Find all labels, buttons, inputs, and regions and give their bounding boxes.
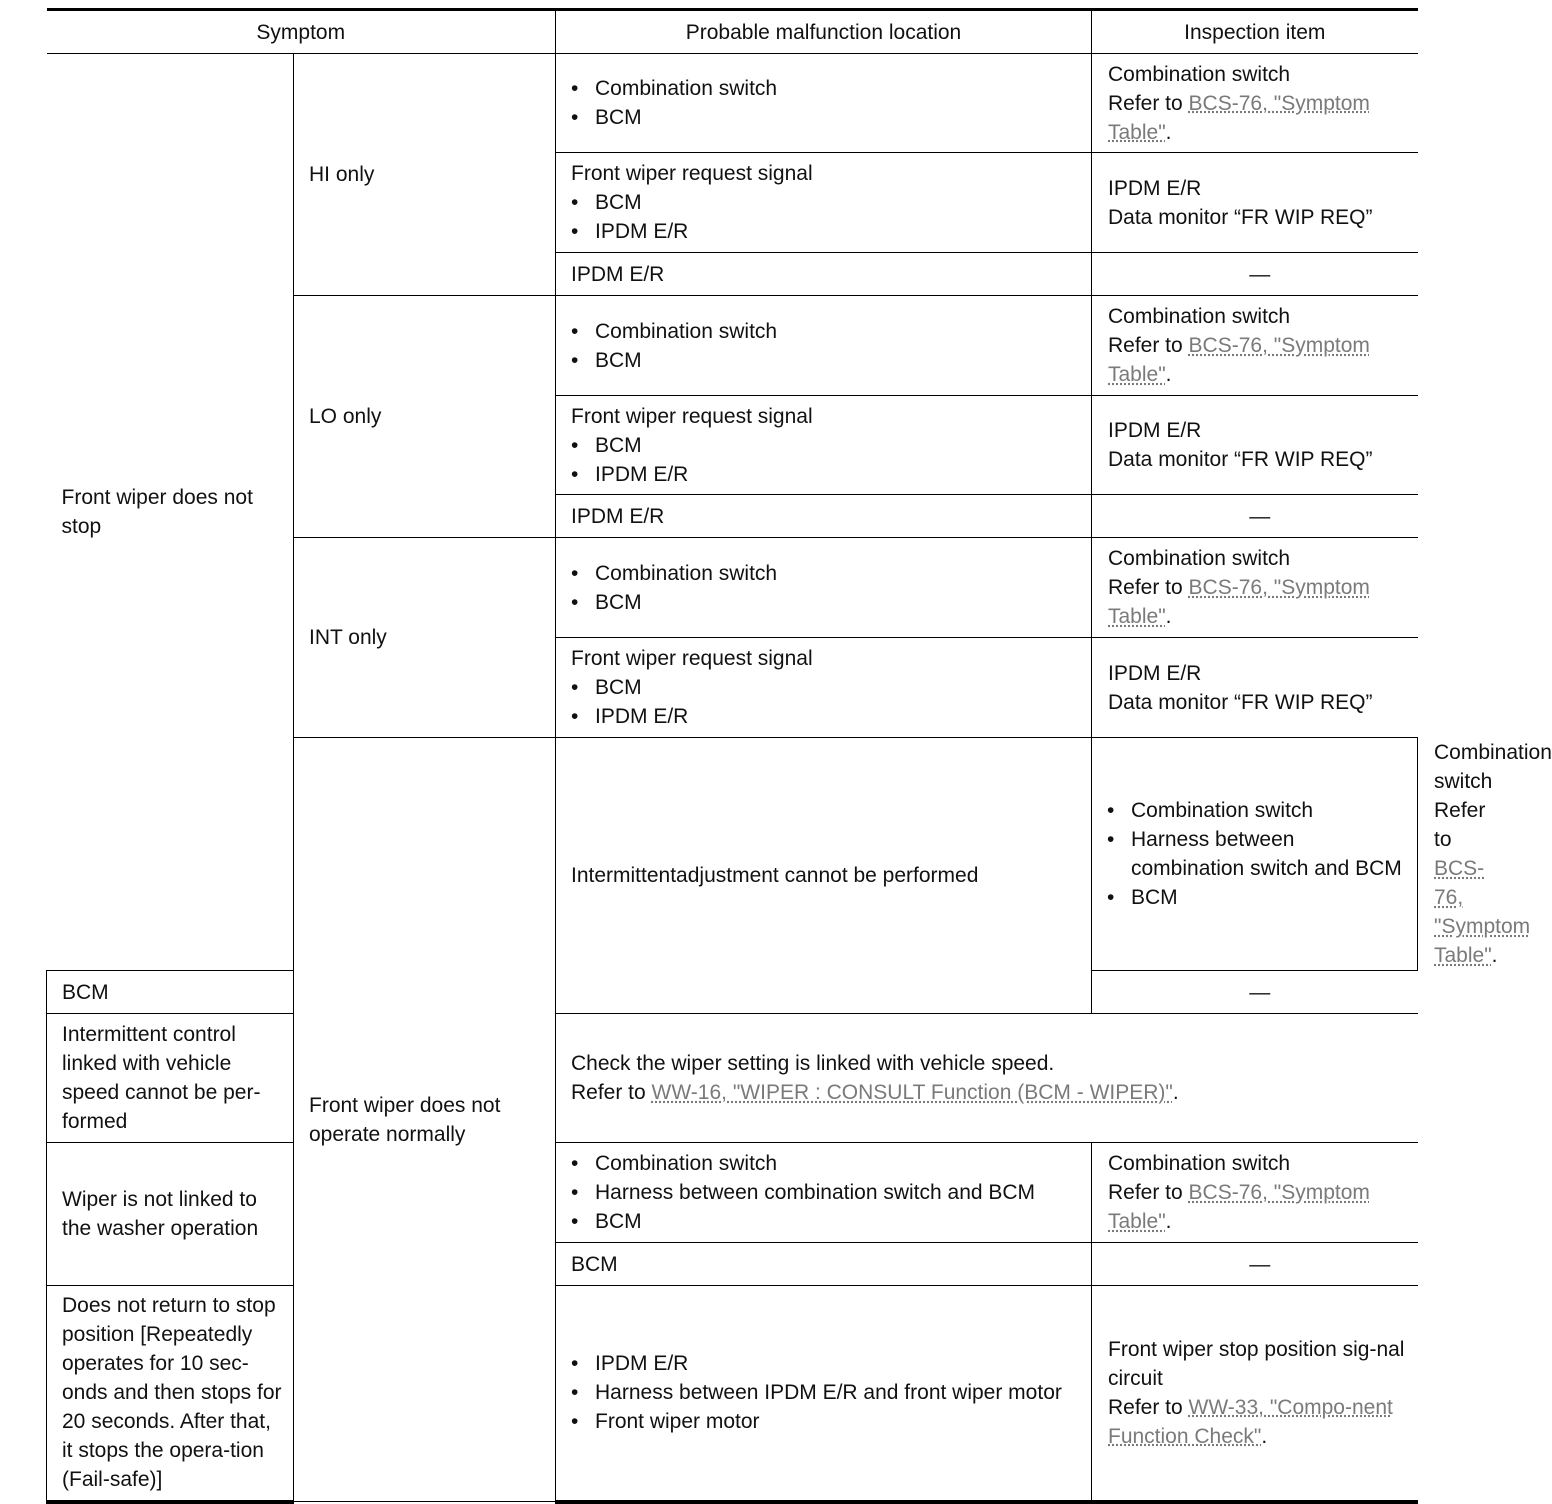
header-location: Probable malfunction location	[556, 10, 1092, 54]
reference-text	[1108, 1393, 1412, 1451]
list-item: • BCM	[571, 431, 1085, 460]
refer-to-label: Refer to	[1108, 1181, 1189, 1204]
header-inspection: Inspection item	[1092, 10, 1418, 54]
refer-to-label: Refer to	[1108, 334, 1189, 357]
reference-link[interactable]: BCS-76, "Symptom Table"	[1434, 857, 1531, 967]
list-item: • Combination switch	[571, 317, 1085, 346]
merged-note-cell	[556, 1014, 1418, 1143]
refer-to-label: Refer to	[1108, 91, 1189, 115]
period: .	[1491, 944, 1498, 967]
symptom-table	[46, 8, 1552, 1504]
inspection-title: Front wiper stop position sig-nal circuit	[1108, 1337, 1405, 1390]
list-item: • Harness between combination switch and BCM	[1107, 825, 1411, 883]
period: .	[1165, 605, 1172, 628]
reference-text	[1108, 89, 1412, 147]
inspection-title: Combination switch	[1108, 1152, 1291, 1175]
reference-text	[1108, 331, 1412, 389]
inspection-cell	[1092, 296, 1418, 396]
list-item: • BCM	[571, 188, 1085, 217]
reference-link[interactable]: BCS-76, "Symptom Table"	[1108, 1181, 1370, 1233]
data-monitor-text: Data monitor “FR WIP REQ”	[1108, 205, 1373, 229]
list-item: • Front wiper motor	[571, 1407, 1085, 1436]
reference-text	[571, 1078, 1412, 1107]
inspection-cell	[1092, 1143, 1418, 1243]
location-cell	[556, 296, 1092, 396]
dash-cell: —	[1092, 253, 1418, 296]
list-item: • IPDM E/R	[571, 217, 1085, 246]
list-item: • Combination switch	[571, 559, 1085, 588]
table-row	[47, 54, 1418, 153]
list-item: • BCM	[571, 103, 1085, 132]
location-cell: IPDM E/R	[556, 253, 1092, 296]
sub-symptom-cell: INT only	[294, 538, 556, 738]
inspection-cell	[1092, 538, 1418, 638]
list-item: • Combination switch	[571, 1149, 1085, 1178]
list-item: • IPDM E/R	[571, 702, 1085, 731]
location-cell	[556, 396, 1092, 495]
header-symptom: Symptom	[47, 10, 556, 54]
signal-label: Front wiper request signal	[571, 647, 813, 670]
reference-link[interactable]: WW-16, "WIPER : CONSULT Function (BCM - WIPER)"	[651, 1081, 1173, 1104]
reference-link[interactable]: BCS-76, "Symptom Table"	[1108, 334, 1370, 386]
inspection-cell	[1092, 396, 1418, 495]
inspection-cell	[1092, 638, 1418, 738]
inspection-cell	[1092, 54, 1418, 153]
table-row	[47, 1014, 1418, 1143]
inspection-cell	[1092, 153, 1418, 253]
inspection-title: Combination switch	[1108, 62, 1291, 86]
refer-to-label: Refer to	[571, 1081, 652, 1104]
sub-symptom-cell: Wiper is not linked to the washer operation	[47, 1143, 294, 1286]
dash-cell: —	[1092, 1243, 1418, 1286]
dash-cell: —	[1092, 495, 1418, 538]
symptom-group-cell: Front wiper does not operate normally	[294, 738, 556, 1502]
list-item: • Combination switch	[1107, 796, 1411, 825]
location-cell	[556, 1143, 1092, 1243]
sub-symptom-cell: Does not return to stop position [Repeatedly operates for 10 sec-onds and then stops for 20 seconds. After that, it stops the opera-tion (Fail-safe)]	[47, 1286, 294, 1502]
note-text: Check the wiper setting is linked with vehicle speed.	[571, 1052, 1055, 1075]
list-item: • BCM	[571, 346, 1085, 375]
list-item: • BCM	[1107, 883, 1411, 912]
list-item: • Harness between IPDM E/R and front wiper motor	[571, 1378, 1085, 1407]
inspection-title: IPDM E/R	[1108, 419, 1202, 442]
list-item: • Combination switch	[571, 74, 1085, 103]
location-cell: IPDM E/R	[556, 495, 1092, 538]
inspection-title: IPDM E/R	[1108, 661, 1202, 685]
dash-cell: —	[1092, 971, 1418, 1014]
signal-label: Front wiper request signal	[571, 162, 813, 185]
refer-to-label: Refer to	[1108, 576, 1189, 599]
period: .	[1172, 1081, 1179, 1104]
inspection-title: Combination switch	[1108, 305, 1291, 328]
location-cell: BCM	[47, 971, 294, 1014]
list-item: • IPDM E/R	[571, 1349, 1085, 1378]
inspection-cell	[1092, 1286, 1418, 1502]
table-row: Front wiper does not operate normally Intermittentadjustment cannot be performed • Combination switch • Harness between combination switch and BCM • BCM Combination switch Refer to BCS-76, "Symptom Table".	[47, 738, 1418, 971]
list-item: • BCM	[571, 588, 1085, 617]
reference-link[interactable]: BCS-76, "Symptom Table"	[1108, 576, 1370, 628]
period: .	[1261, 1424, 1268, 1448]
reference-link[interactable]: BCS-76, "Symptom Table"	[1108, 91, 1370, 144]
table-row	[47, 1143, 1418, 1243]
sub-symptom-cell: Intermittentadjustment cannot be performed	[556, 738, 1092, 1014]
sub-symptom-cell: LO only	[294, 296, 556, 538]
sub-symptom-cell: HI only	[294, 54, 556, 296]
data-monitor-text: Data monitor “FR WIP REQ”	[1108, 448, 1373, 471]
symptom-group-cell: Front wiper does not stop	[47, 54, 294, 971]
inspection-title: Combination switch	[1108, 547, 1291, 570]
location-cell	[556, 638, 1092, 738]
list-item: • Harness between combination switch and BCM	[571, 1178, 1085, 1207]
location-cell: BCM	[556, 1243, 1092, 1286]
location-cell	[556, 538, 1092, 638]
signal-label: Front wiper request signal	[571, 404, 813, 428]
list-item: • BCM	[571, 1207, 1085, 1236]
inspection-title: IPDM E/R	[1108, 176, 1202, 200]
location-cell	[1092, 738, 1418, 971]
period: .	[1165, 363, 1172, 386]
period: .	[1165, 120, 1172, 144]
period: .	[1165, 1210, 1172, 1233]
list-item: • BCM	[571, 673, 1085, 702]
location-cell	[556, 1286, 1092, 1502]
header-row	[47, 10, 1418, 54]
refer-to-label: Refer to	[1434, 799, 1486, 851]
table-row	[47, 1286, 1418, 1502]
reference-text	[1108, 573, 1412, 631]
reference-link[interactable]: WW-33, "Compo-nent Function Check"	[1108, 1395, 1393, 1448]
reference-text	[1108, 1178, 1412, 1236]
location-cell	[556, 153, 1092, 253]
refer-to-label: Refer to	[1108, 1395, 1189, 1419]
list-item: • IPDM E/R	[571, 460, 1085, 489]
location-cell	[556, 54, 1092, 153]
sub-symptom-cell: Intermittent control linked with vehicle speed cannot be per-formed	[47, 1014, 294, 1143]
data-monitor-text: Data monitor “FR WIP REQ”	[1108, 690, 1373, 714]
